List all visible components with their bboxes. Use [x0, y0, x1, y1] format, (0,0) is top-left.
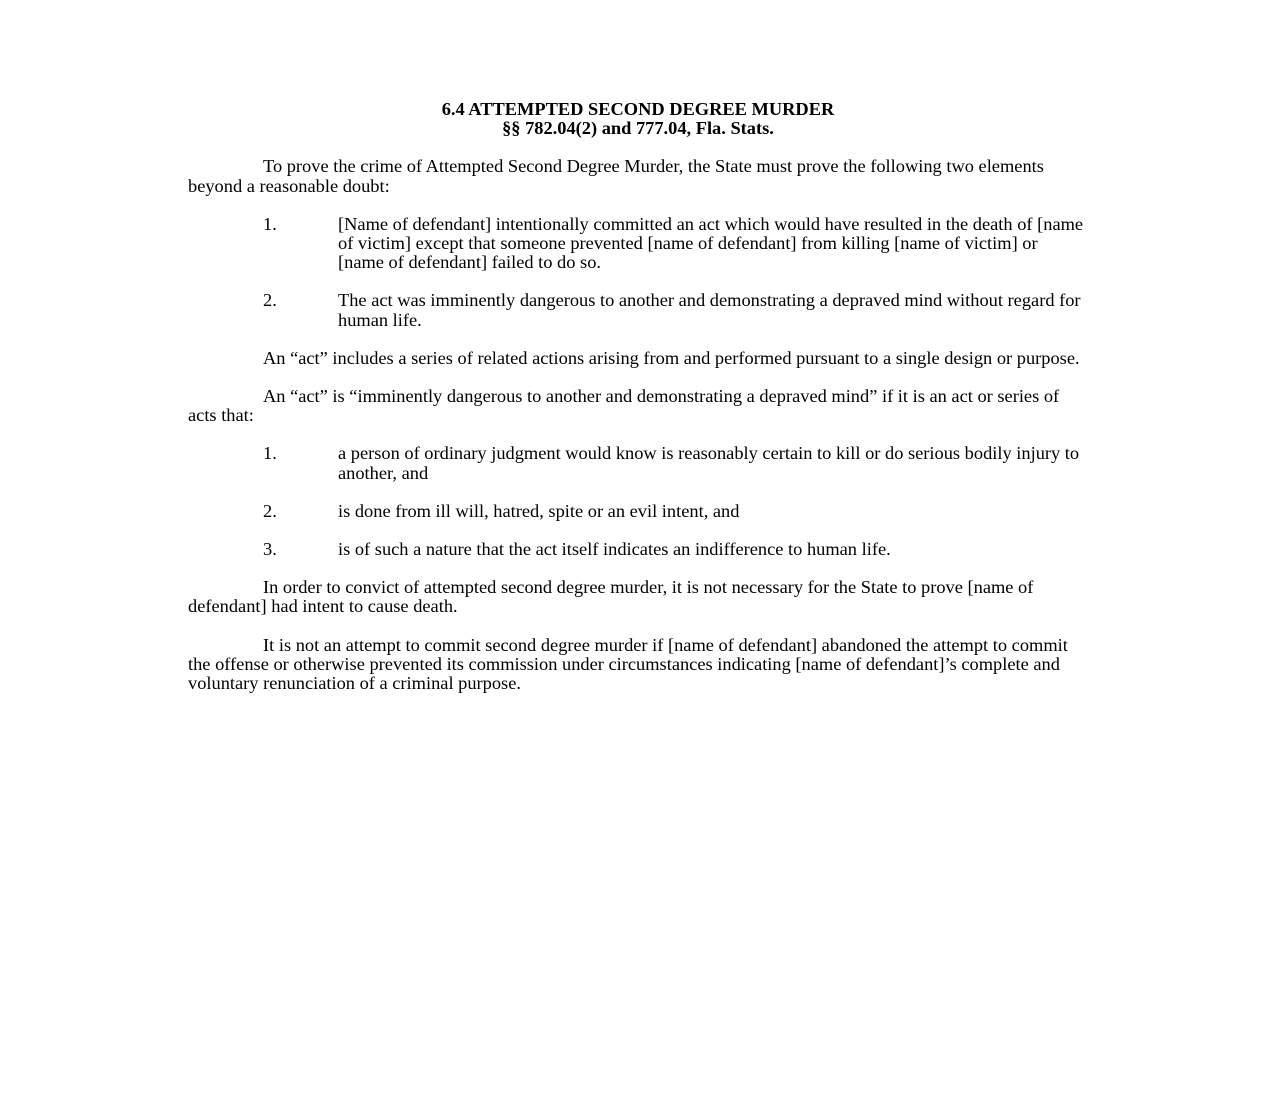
element-text: The act was imminently dangerous to another and demonstrating a depraved mind without regard for human life. [338, 290, 1081, 330]
intent-paragraph: In order to convict of attempted second degree murder, it is not necessary for the State to prove [name of defendant] had intent to cause death. [188, 577, 1034, 617]
criteria-number: 1. [263, 443, 277, 464]
spacer [188, 559, 1088, 578]
spacer [188, 425, 1088, 444]
spacer [188, 196, 1088, 215]
criteria-number: 3. [263, 539, 277, 560]
document-body [188, 100, 1088, 693]
element-number: 2. [263, 290, 277, 311]
title-statute-reference: §§ 782.04(2) and 777.04, Fla. Stats. [502, 118, 774, 139]
element-item-1 [188, 215, 1088, 273]
spacer [188, 368, 1088, 387]
spacer [188, 617, 1088, 636]
act-definition-paragraph: An “act” includes a series of related actions arising from and performed pursuant to a single design or purpose. [263, 347, 1080, 368]
criteria-item-2 [188, 502, 1088, 521]
criteria-item-1 [188, 444, 1088, 482]
spacer [188, 483, 1088, 502]
title-heading: 6.4 ATTEMPTED SECOND DEGREE MURDER [441, 99, 835, 119]
abandonment-paragraph: It is not an attempt to commit second degree murder if [name of defendant] abandoned the attempt to commit the offense or otherwise prevented its commission under circumstances indicating [name of defendant]’s complete and voluntary renunciation of a criminal purpose. [188, 634, 1068, 694]
spacer [188, 138, 1088, 157]
criteria-number: 2. [263, 500, 277, 521]
element-number: 1. [263, 213, 277, 234]
spacer [188, 272, 1088, 291]
spacer [188, 521, 1088, 540]
element-text: [Name of defendant] intentionally committed an act which would have resulted in the death of [name of victim] except that someone prevented [name of defendant] from killing [name of victim] or [name of defendant] failed to do so. [338, 213, 1084, 273]
criteria-text: is of such a nature that the act itself indicates an indifference to human life. [338, 539, 891, 560]
document-title [188, 100, 1088, 138]
criteria-text: is done from ill will, hatred, spite or an evil intent, and [338, 500, 740, 521]
imminently-dangerous-paragraph: An “act” is “imminently dangerous to another and demonstrating a depraved mind” if it is an act or series of acts that: [188, 386, 1060, 426]
intro-paragraph: To prove the crime of Attempted Second Degree Murder, the State must prove the following two elements beyond a reasonable doubt: [188, 156, 1044, 196]
element-item-2 [188, 291, 1088, 329]
criteria-item-3 [188, 540, 1088, 559]
spacer [188, 330, 1088, 349]
criteria-text: a person of ordinary judgment would know is reasonably certain to kill or do serious bodily injury to another, and [338, 443, 1080, 483]
